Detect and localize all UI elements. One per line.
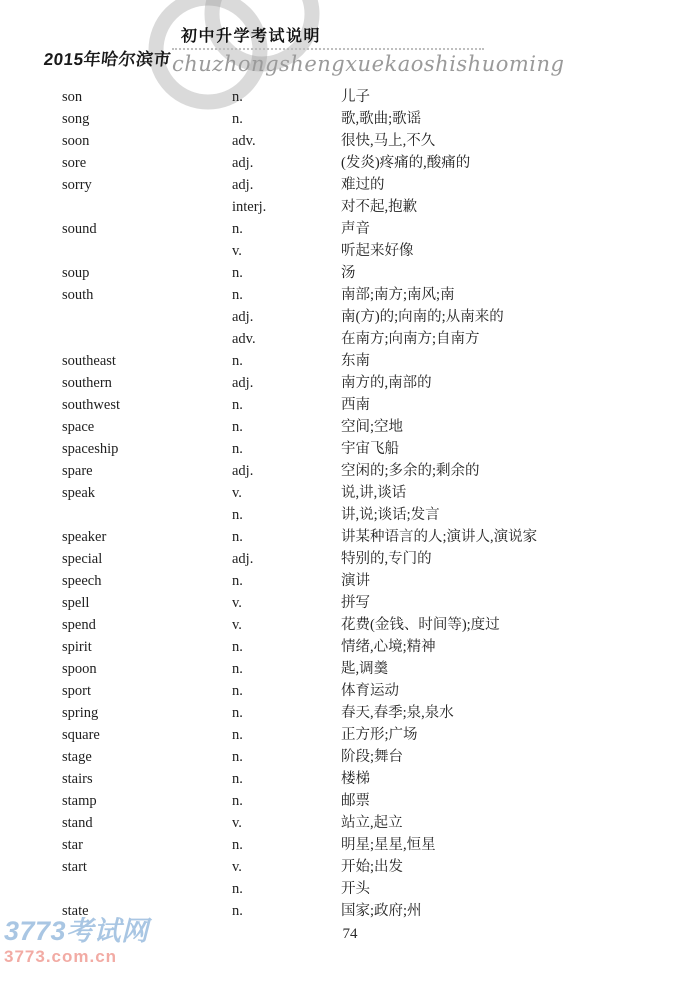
chinese-meaning: 很快,马上,不久 [341,133,436,149]
english-word: spell [62,595,90,611]
chinese-meaning: 听起来好像 [341,243,414,259]
chinese-meaning: 楼梯 [341,771,370,787]
chinese-meaning: 难过的 [341,177,385,193]
chinese-meaning: 儿子 [341,89,370,105]
part-of-speech: n. [232,573,243,589]
english-word: son [62,89,83,105]
table-row [62,482,648,504]
english-word: stamp [62,793,97,809]
part-of-speech: n. [232,881,243,897]
chinese-meaning: 体育运动 [341,683,399,699]
part-of-speech: n. [232,265,243,281]
part-of-speech: v. [232,595,242,611]
part-of-speech: adv. [232,133,256,149]
part-of-speech: n. [232,837,243,853]
part-of-speech: adj. [232,155,254,171]
chinese-meaning: 明星;星星,恒星 [341,837,436,853]
part-of-speech: adv. [232,331,256,347]
part-of-speech: adj. [232,375,254,391]
part-of-speech: n. [232,89,243,105]
english-word [62,306,232,328]
english-word: stairs [62,771,93,787]
chinese-meaning: 对不起,抱歉 [341,199,418,215]
chinese-meaning: 开始;出发 [341,859,404,875]
table-row [62,460,648,482]
part-of-speech: n. [232,903,243,919]
chinese-meaning: 西南 [341,397,370,413]
part-of-speech: v. [232,485,242,501]
part-of-speech: n. [232,749,243,765]
table-row [62,790,648,812]
part-of-speech: n. [232,529,243,545]
english-word: special [62,551,103,567]
english-word: spirit [62,639,92,655]
english-word: sound [62,221,97,237]
english-word: soup [62,265,90,281]
chinese-meaning: 说,讲,谈话 [341,485,407,501]
chinese-meaning: 匙,调羹 [341,661,389,677]
english-word: spring [62,705,99,721]
chinese-meaning: 正方形;广场 [341,727,418,743]
chinese-meaning: 东南 [341,353,370,369]
table-row [62,878,648,900]
page-title: 初中升学考试说明 [181,28,322,45]
part-of-speech: n. [232,727,243,743]
table-row [62,240,648,262]
english-word: start [62,859,87,875]
part-of-speech: v. [232,859,242,875]
chinese-meaning: 南(方)的;向南的;从南来的 [341,309,504,325]
english-word: space [62,419,95,435]
part-of-speech: n. [232,705,243,721]
english-word: spoon [62,661,97,677]
table-row [62,218,648,240]
table-row [62,592,648,614]
part-of-speech: interj. [232,199,267,215]
site-watermark [4,918,149,965]
header-dotted-divider [172,48,484,50]
site-watermark-url: 3773.com.cn [4,947,118,966]
chinese-meaning: 阶段;舞台 [341,749,404,765]
english-word: south [62,287,94,303]
english-word: southeast [62,353,116,369]
table-row [62,394,648,416]
chinese-meaning: 演讲 [341,573,370,589]
table-row [62,636,648,658]
english-word [62,240,232,262]
english-word [62,328,232,350]
english-word: soon [62,133,90,149]
table-row [62,900,648,922]
english-word [62,878,232,900]
english-word: song [62,111,90,127]
english-word: sore [62,155,87,171]
table-row [62,658,648,680]
part-of-speech: n. [232,771,243,787]
table-row [62,768,648,790]
english-word: sport [62,683,91,699]
chinese-meaning: 站立,起立 [341,815,403,831]
table-row [62,108,648,130]
english-word: speaker [62,529,107,545]
chinese-meaning: 情绪,心境;精神 [341,639,436,655]
english-word: stand [62,815,93,831]
table-row [62,724,648,746]
table-row [62,614,648,636]
english-word [62,196,232,218]
part-of-speech: n. [232,661,243,677]
table-row [62,746,648,768]
table-row [62,570,648,592]
english-word: speech [62,573,102,589]
table-row [62,152,648,174]
table-row [62,702,648,724]
chinese-meaning: 南方的,南部的 [341,375,432,391]
chinese-meaning: 歌,歌曲;歌谣 [341,111,422,127]
table-row [62,834,648,856]
english-word: spend [62,617,96,633]
table-row [62,328,648,350]
english-word: spare [62,463,93,479]
part-of-speech: n. [232,397,243,413]
table-row [62,856,648,878]
title-pinyin: chuzhongshengxuekaoshishuoming [172,52,565,76]
chinese-meaning: 南部;南方;南风;南 [341,287,455,303]
chinese-meaning: 讲,说;谈话;发言 [341,507,440,523]
chinese-meaning: 花费(金钱、时间等);度过 [341,617,500,633]
english-word: star [62,837,83,853]
part-of-speech: n. [232,419,243,435]
part-of-speech: n. [232,441,243,457]
part-of-speech: n. [232,221,243,237]
english-word: spaceship [62,441,119,457]
part-of-speech: n. [232,793,243,809]
english-word: southwest [62,397,120,413]
chinese-meaning: 空闲的;多余的;剩余的 [341,463,480,479]
english-word: square [62,727,100,743]
part-of-speech: adj. [232,309,254,325]
table-row [62,306,648,328]
table-row [62,130,648,152]
word-table [62,86,648,922]
table-row [62,416,648,438]
site-watermark-name: 3773考试网 [4,916,149,946]
part-of-speech: v. [232,243,242,259]
chinese-meaning: 开头 [341,881,370,897]
chinese-meaning: (发炎)疼痛的,酸痛的 [341,155,471,171]
chinese-meaning: 声音 [341,221,370,237]
english-word: southern [62,375,112,391]
chinese-meaning: 宇宙飞船 [341,441,399,457]
part-of-speech: n. [232,111,243,127]
part-of-speech: n. [232,507,243,523]
part-of-speech: adj. [232,463,254,479]
table-row [62,262,648,284]
table-row [62,526,648,548]
english-word [62,504,232,526]
part-of-speech: n. [232,287,243,303]
part-of-speech: n. [232,683,243,699]
chinese-meaning: 汤 [341,265,356,281]
table-row [62,548,648,570]
chinese-meaning: 春天,春季;泉,泉水 [341,705,454,721]
table-row [62,174,648,196]
table-row [62,196,648,218]
table-row [62,438,648,460]
part-of-speech: n. [232,639,243,655]
english-word: speak [62,485,96,501]
table-row [62,680,648,702]
chinese-meaning: 特别的,专门的 [341,551,432,567]
table-row [62,86,648,108]
chinese-meaning: 空间;空地 [341,419,404,435]
part-of-speech: v. [232,815,242,831]
english-word: sorry [62,177,92,193]
table-row [62,812,648,834]
table-row [62,372,648,394]
chinese-meaning: 在南方;向南方;自南方 [341,331,480,347]
chinese-meaning: 国家;政府;州 [341,903,422,919]
part-of-speech: n. [232,353,243,369]
edition-label: 2015年哈尔滨市 [42,50,173,69]
part-of-speech: adj. [232,177,254,193]
table-row [62,284,648,306]
table-row [62,504,648,526]
page-number: 74 [342,926,358,942]
english-word: stage [62,749,92,765]
part-of-speech: v. [232,617,242,633]
part-of-speech: adj. [232,551,254,567]
chinese-meaning: 邮票 [341,793,370,809]
chinese-meaning: 拼写 [341,595,370,611]
english-word: state [62,903,89,919]
chinese-meaning: 讲某种语言的人;演讲人,演说家 [341,529,538,545]
table-row [62,350,648,372]
